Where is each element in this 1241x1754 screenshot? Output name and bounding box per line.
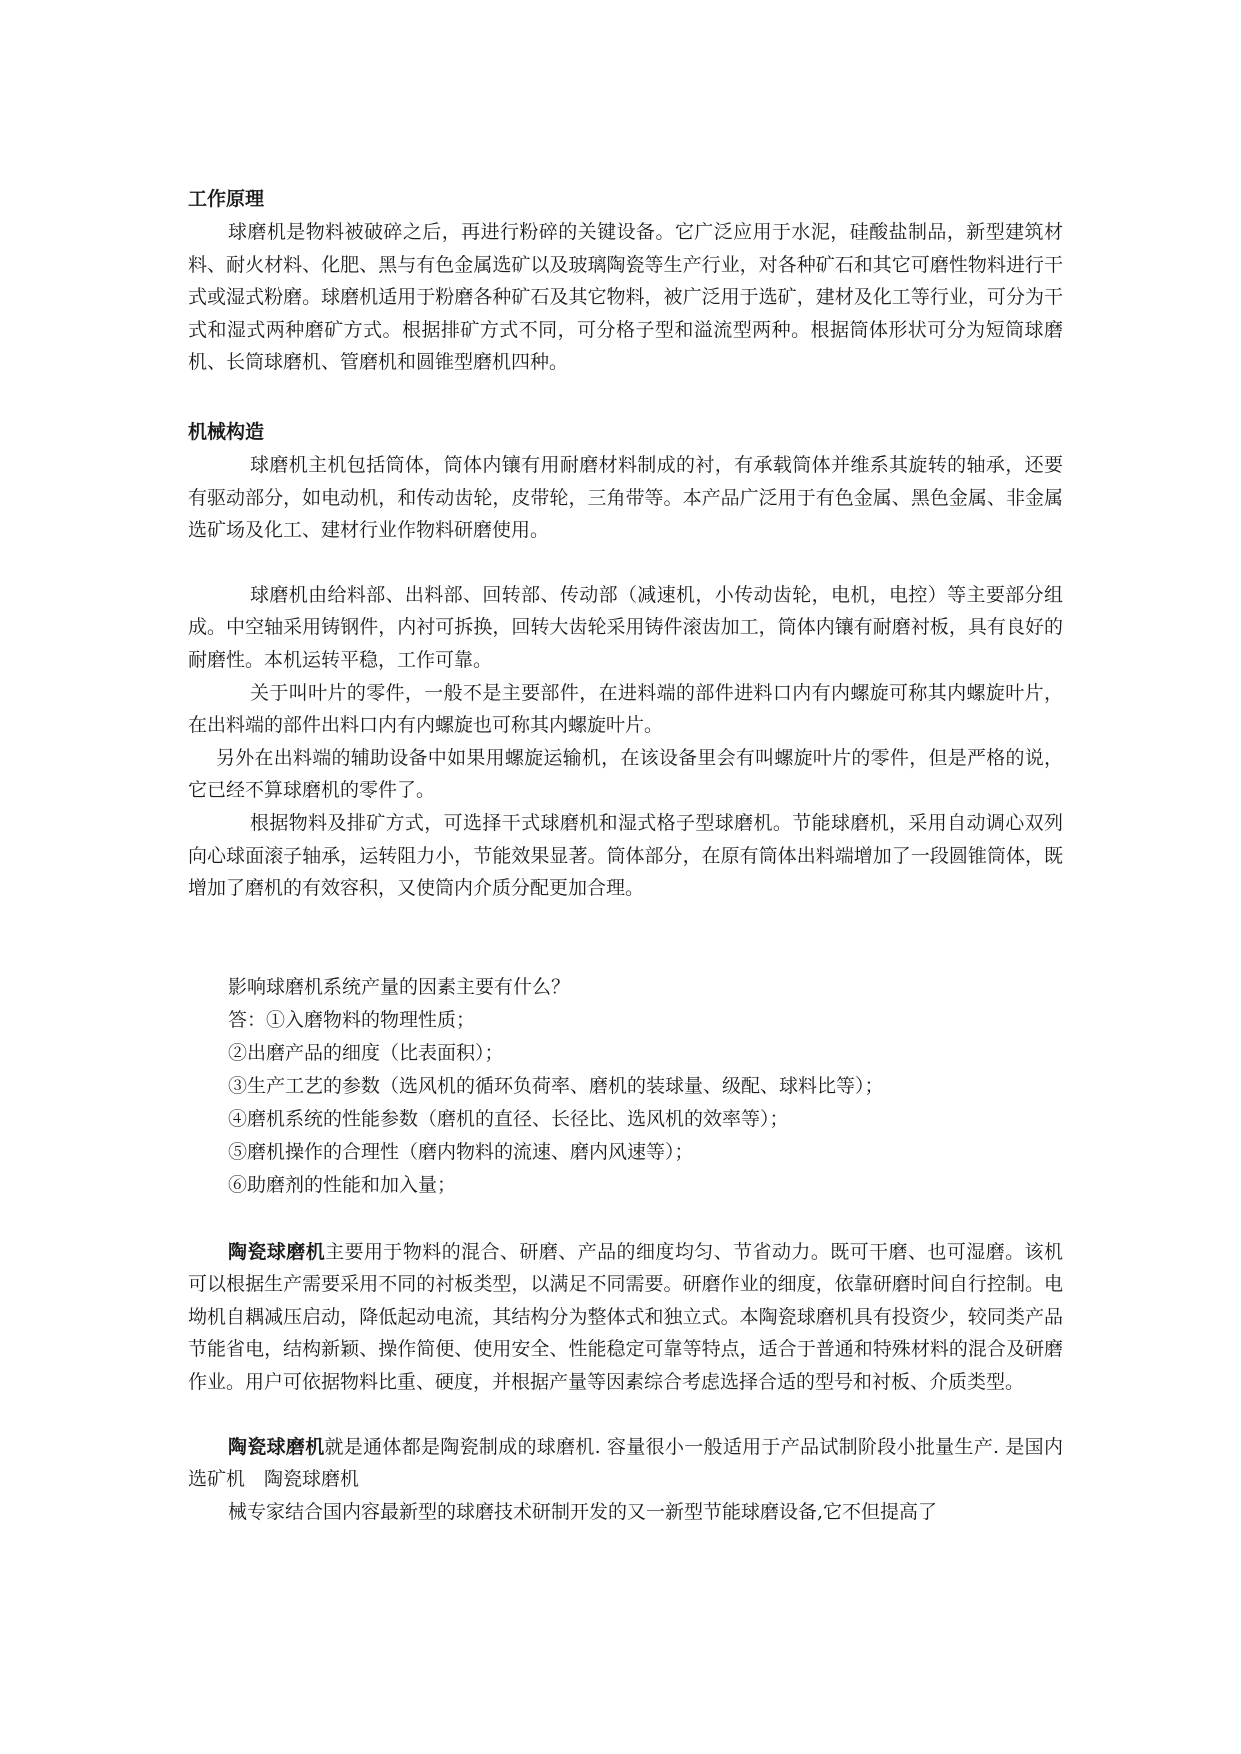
qa-answer-line: ⑥助磨剂的性能和加入量； (228, 1173, 457, 1196)
structure-paragraph-1: 球磨机主机包括筒体，筒体内镶有用耐磨材料制成的衬，有承载筒体并维系其旋转的轴承，还要有驱动部分，如电动机，和传动齿轮，皮带轮，三角带等。本产品广泛用于有色金属、黑色金属、非金属选矿场及化工、建材行业作物料研磨使用。 (188, 453, 1063, 542)
spacer (188, 547, 1063, 579)
qa-answer-line: 答：①入磨物料的物理性质； (228, 1008, 476, 1031)
spacer (188, 905, 1063, 971)
qa-answer-line: ②出磨产品的细度（比表面积）； (228, 1041, 504, 1064)
structure-paragraph-2: 球磨机由给料部、出料部、回转部、传动部（减速机，小传动齿轮，电机，电控）等主要部分组成。中空轴采用铸钢件，内衬可拆换，回转大齿轮采用铸件滚齿加工，筒体内镶有耐磨衬板，具有良好的耐磨性。本机运转平稳，工作可靠。 (188, 583, 1063, 671)
spacer (188, 379, 1063, 411)
qa-answer-line: ⑤磨机操作的合理性（磨内物料的流速、磨内风速等）； (228, 1140, 694, 1163)
structure-paragraph-5: 根据物料及排矿方式，可选择干式球磨机和湿式格子型球磨机。节能球磨机，采用自动调心双列向心球面滚子轴承，运转阻力小，节能效果显著。筒体部分，在原有筒体出料端增加了一段圆锥筒体，既增加了磨机的有效容积，又使筒内介质分配更加合理。 (188, 811, 1063, 900)
document-page (188, 182, 1063, 1528)
ceramic-ball-mill-term: 陶瓷球磨机 (228, 1435, 325, 1458)
structure-paragraph-3: 关于叫叶片的零件，一般不是主要部件，在进料端的部件进料口内有内螺旋可称其内螺旋叶片，在出料端的部件出料口内有内螺旋也可称其内螺旋叶片。 (188, 681, 1063, 737)
structure-paragraph-4: 另外在出料端的辅助设备中如果用螺旋运输机，在该设备里会有叫螺旋叶片的零件，但是严格的说，它已经不算球磨机的零件了。 (188, 746, 1063, 802)
ceramic-ball-mill-paragraph-1 (188, 1236, 1063, 1399)
spacer (188, 1202, 1063, 1236)
section-heading-mechanical-structure: 机械构造 (188, 420, 265, 443)
spacer (188, 1399, 1063, 1431)
ceramic-ball-mill-term: 陶瓷球磨机 (228, 1240, 326, 1263)
qa-question: 影响球磨机系统产量的因素主要有什么？ (228, 975, 571, 998)
working-principle-paragraph: 球磨机是物料被破碎之后，再进行粉碎的关键设备。它广泛应用于水泥，硅酸盐制品，新型建筑材料、耐火材料、化肥、黑与有色金属选矿以及玻璃陶瓷等生产行业，对各种矿石和其它可磨性物料进行干式或湿式粉磨。球磨机适用于粉磨各种矿石及其它物料，被广泛用于选矿，建材及化工等行业，可分为干式和湿式两种磨矿方式。根据排矿方式不同，可分格子型和溢流型两种。根据筒体形状可分为短筒球磨机、长筒球磨机、管磨机和圆锥型磨机四种。 (188, 221, 1063, 374)
qa-answer-line: ③生产工艺的参数（选风机的循环负荷率、磨机的装球量、级配、球料比等）； (228, 1074, 884, 1097)
qa-block (188, 971, 1063, 1202)
ceramic-ball-mill-paragraph-2 (188, 1431, 1063, 1496)
ceramic-ball-mill-text: 就是通体都是陶瓷制成的球磨机. 容量很小一般适用于产品试制阶段小批量生产. 是国内选矿机 陶瓷球磨机 (188, 1435, 1063, 1491)
qa-answer-line: ④磨机系统的性能参数（磨机的直径、长径比、选风机的效率等）； (228, 1107, 789, 1130)
ceramic-ball-mill-text: 主要用于物料的混合、研磨、产品的细度均匀、节省动力。既可干磨、也可湿磨。该机可以根据生产需要采用不同的衬板类型，以满足不同需要。研磨作业的细度，依靠研磨时间自行控制。电坳机自耦减压启动，降低起动电流，其结构分为整体式和独立式。本陶瓷球磨机具有投资少，较同类产品节能省电，结构新颖、操作简便、使用安全、性能稳定可靠等特点，适合于普通和特殊材料的混合及研磨作业。用户可依据物料比重、硬度，并根据产量等因素综合考虑选择合适的型号和衬板、介质类型。 (188, 1240, 1063, 1394)
ceramic-ball-mill-continuation: 械专家结合国内容最新型的球磨技术研制开发的又一新型节能球磨设备,它不但提高了 (228, 1500, 938, 1523)
section-heading-working-principle: 工作原理 (188, 188, 265, 210)
